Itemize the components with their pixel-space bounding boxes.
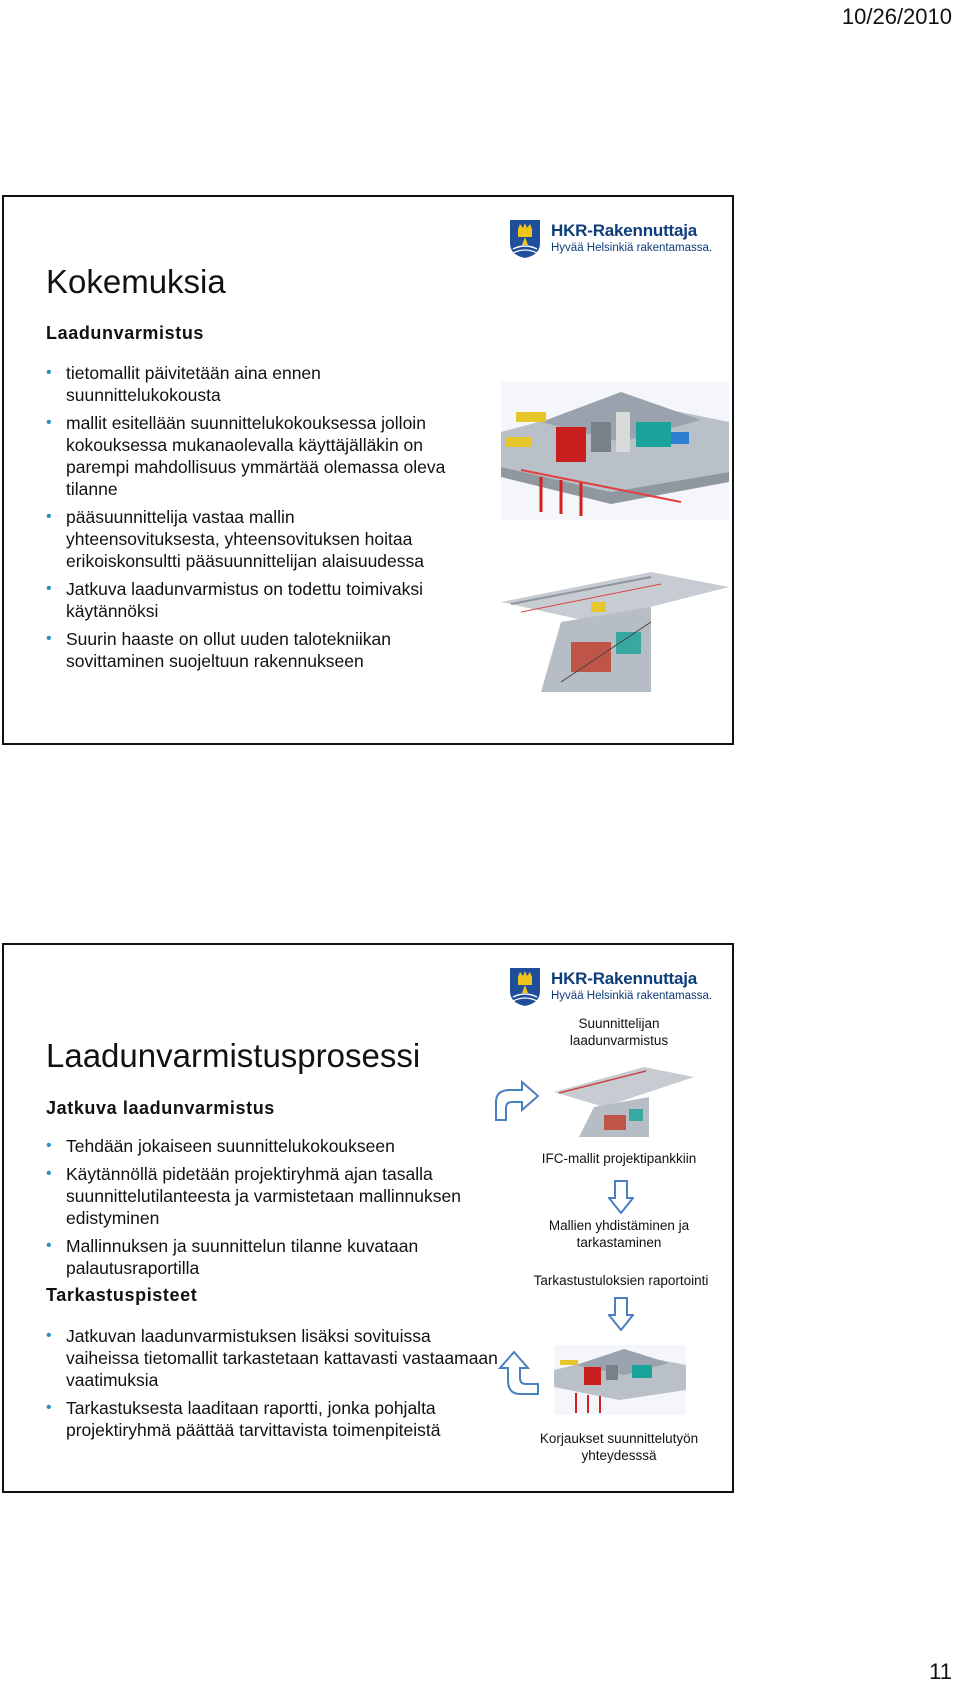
logo-tagline: Hyvää Helsinkiä rakentamassa. xyxy=(551,990,713,1002)
flow-step-label: IFC-mallit projektipankkiin xyxy=(541,1151,697,1166)
arrow-down-icon xyxy=(608,1180,634,1214)
bullet-item: • mallit esitellään suunnittelukokouksessa jolloin kokouksessa mukanaolevalla käyttäjälläkin on parempi mahdollisuus ymmärtää olemassa oleva tilanne xyxy=(46,413,446,499)
logo-brand: HKR-Rakennuttaja xyxy=(551,221,698,240)
logo-tagline: Hyvää Helsinkiä rakentamassa. xyxy=(551,242,713,254)
bullet-item: • Jatkuvan laadunvarmistuksen lisäksi sovituissa vaiheissa tietomallit tarkastetaan kattavasti vastaamaan vaatimuksia xyxy=(46,1326,498,1390)
curved-arrow-up-icon xyxy=(496,1350,540,1396)
design-model-image xyxy=(554,1057,694,1137)
page-date: 10/26/2010 xyxy=(841,4,952,29)
logo-brand: HKR-Rakennuttaja xyxy=(551,969,698,988)
slide-title: Laadunvarmistusprosessi xyxy=(46,1037,421,1074)
flow-step-label: Korjaukset suunnittelutyön yhteydesssä xyxy=(539,1431,699,1463)
hkr-logo xyxy=(509,219,713,261)
helsinki-crest-icon xyxy=(509,967,541,1007)
flow-step-label: Suunnittelijan laadunvarmistus xyxy=(569,1016,669,1048)
section-heading: Jatkuva laadunvarmistus xyxy=(46,1098,275,1118)
slide-laadunvarmistusprosessi xyxy=(2,943,734,1493)
flow-step-label: Mallien yhdistäminen ja tarkastaminen xyxy=(548,1218,690,1250)
slide-title: Kokemuksia xyxy=(46,263,226,300)
building-model-image xyxy=(501,382,729,520)
curved-arrow-right-icon xyxy=(492,1080,540,1122)
bullet-item: • pääsuunnittelija vastaa mallin yhteensovituksesta, yhteensovituksen hoitaa erikoiskonsultti pääsuunnittelijan alaisuudessa xyxy=(46,507,424,571)
bullet-item: • Tehdään jokaiseen suunnittelukokoukseen xyxy=(46,1136,395,1156)
slide-kokemuksia xyxy=(2,195,734,745)
bullet-list xyxy=(46,362,446,678)
flow-step-label: Tarkastustuloksien raportointi xyxy=(533,1273,709,1288)
bullet-item: • Tarkastuksesta laaditaan raportti, jonka pohjalta projektiryhmä päättää tarvittavista toimenpiteistä xyxy=(46,1398,441,1440)
arrow-down-icon xyxy=(608,1297,634,1331)
bullet-list xyxy=(46,1325,501,1447)
section-heading: Tarkastuspisteet xyxy=(46,1285,198,1305)
bullet-item: • tietomallit päivitetään aina ennen suunnittelukokousta xyxy=(46,363,321,405)
bullet-item: • Mallinnuksen ja suunnittelun tilanne kuvataan palautusraportilla xyxy=(46,1236,419,1278)
page-number: 11 xyxy=(929,1659,952,1684)
bullet-item: • Suurin haaste on ollut uuden talotekniikan sovittaminen suojeltuun rakennukseen xyxy=(46,629,391,671)
bullet-item: • Jatkuva laadunvarmistus on todettu toimivaksi käytännöksi xyxy=(46,579,423,621)
building-model-image xyxy=(554,1345,686,1415)
helsinki-crest-icon xyxy=(509,219,541,259)
section-heading: Laadunvarmistus xyxy=(46,323,205,343)
bullet-item: • Käytännöllä pidetään projektiryhmä ajan tasalla suunnittelutilanteesta ja varmistetaan mallinnuksen edistyminen xyxy=(46,1164,461,1228)
floor-plan-model-image xyxy=(501,542,729,692)
hkr-logo xyxy=(509,967,713,1009)
bullet-list xyxy=(46,1135,501,1285)
